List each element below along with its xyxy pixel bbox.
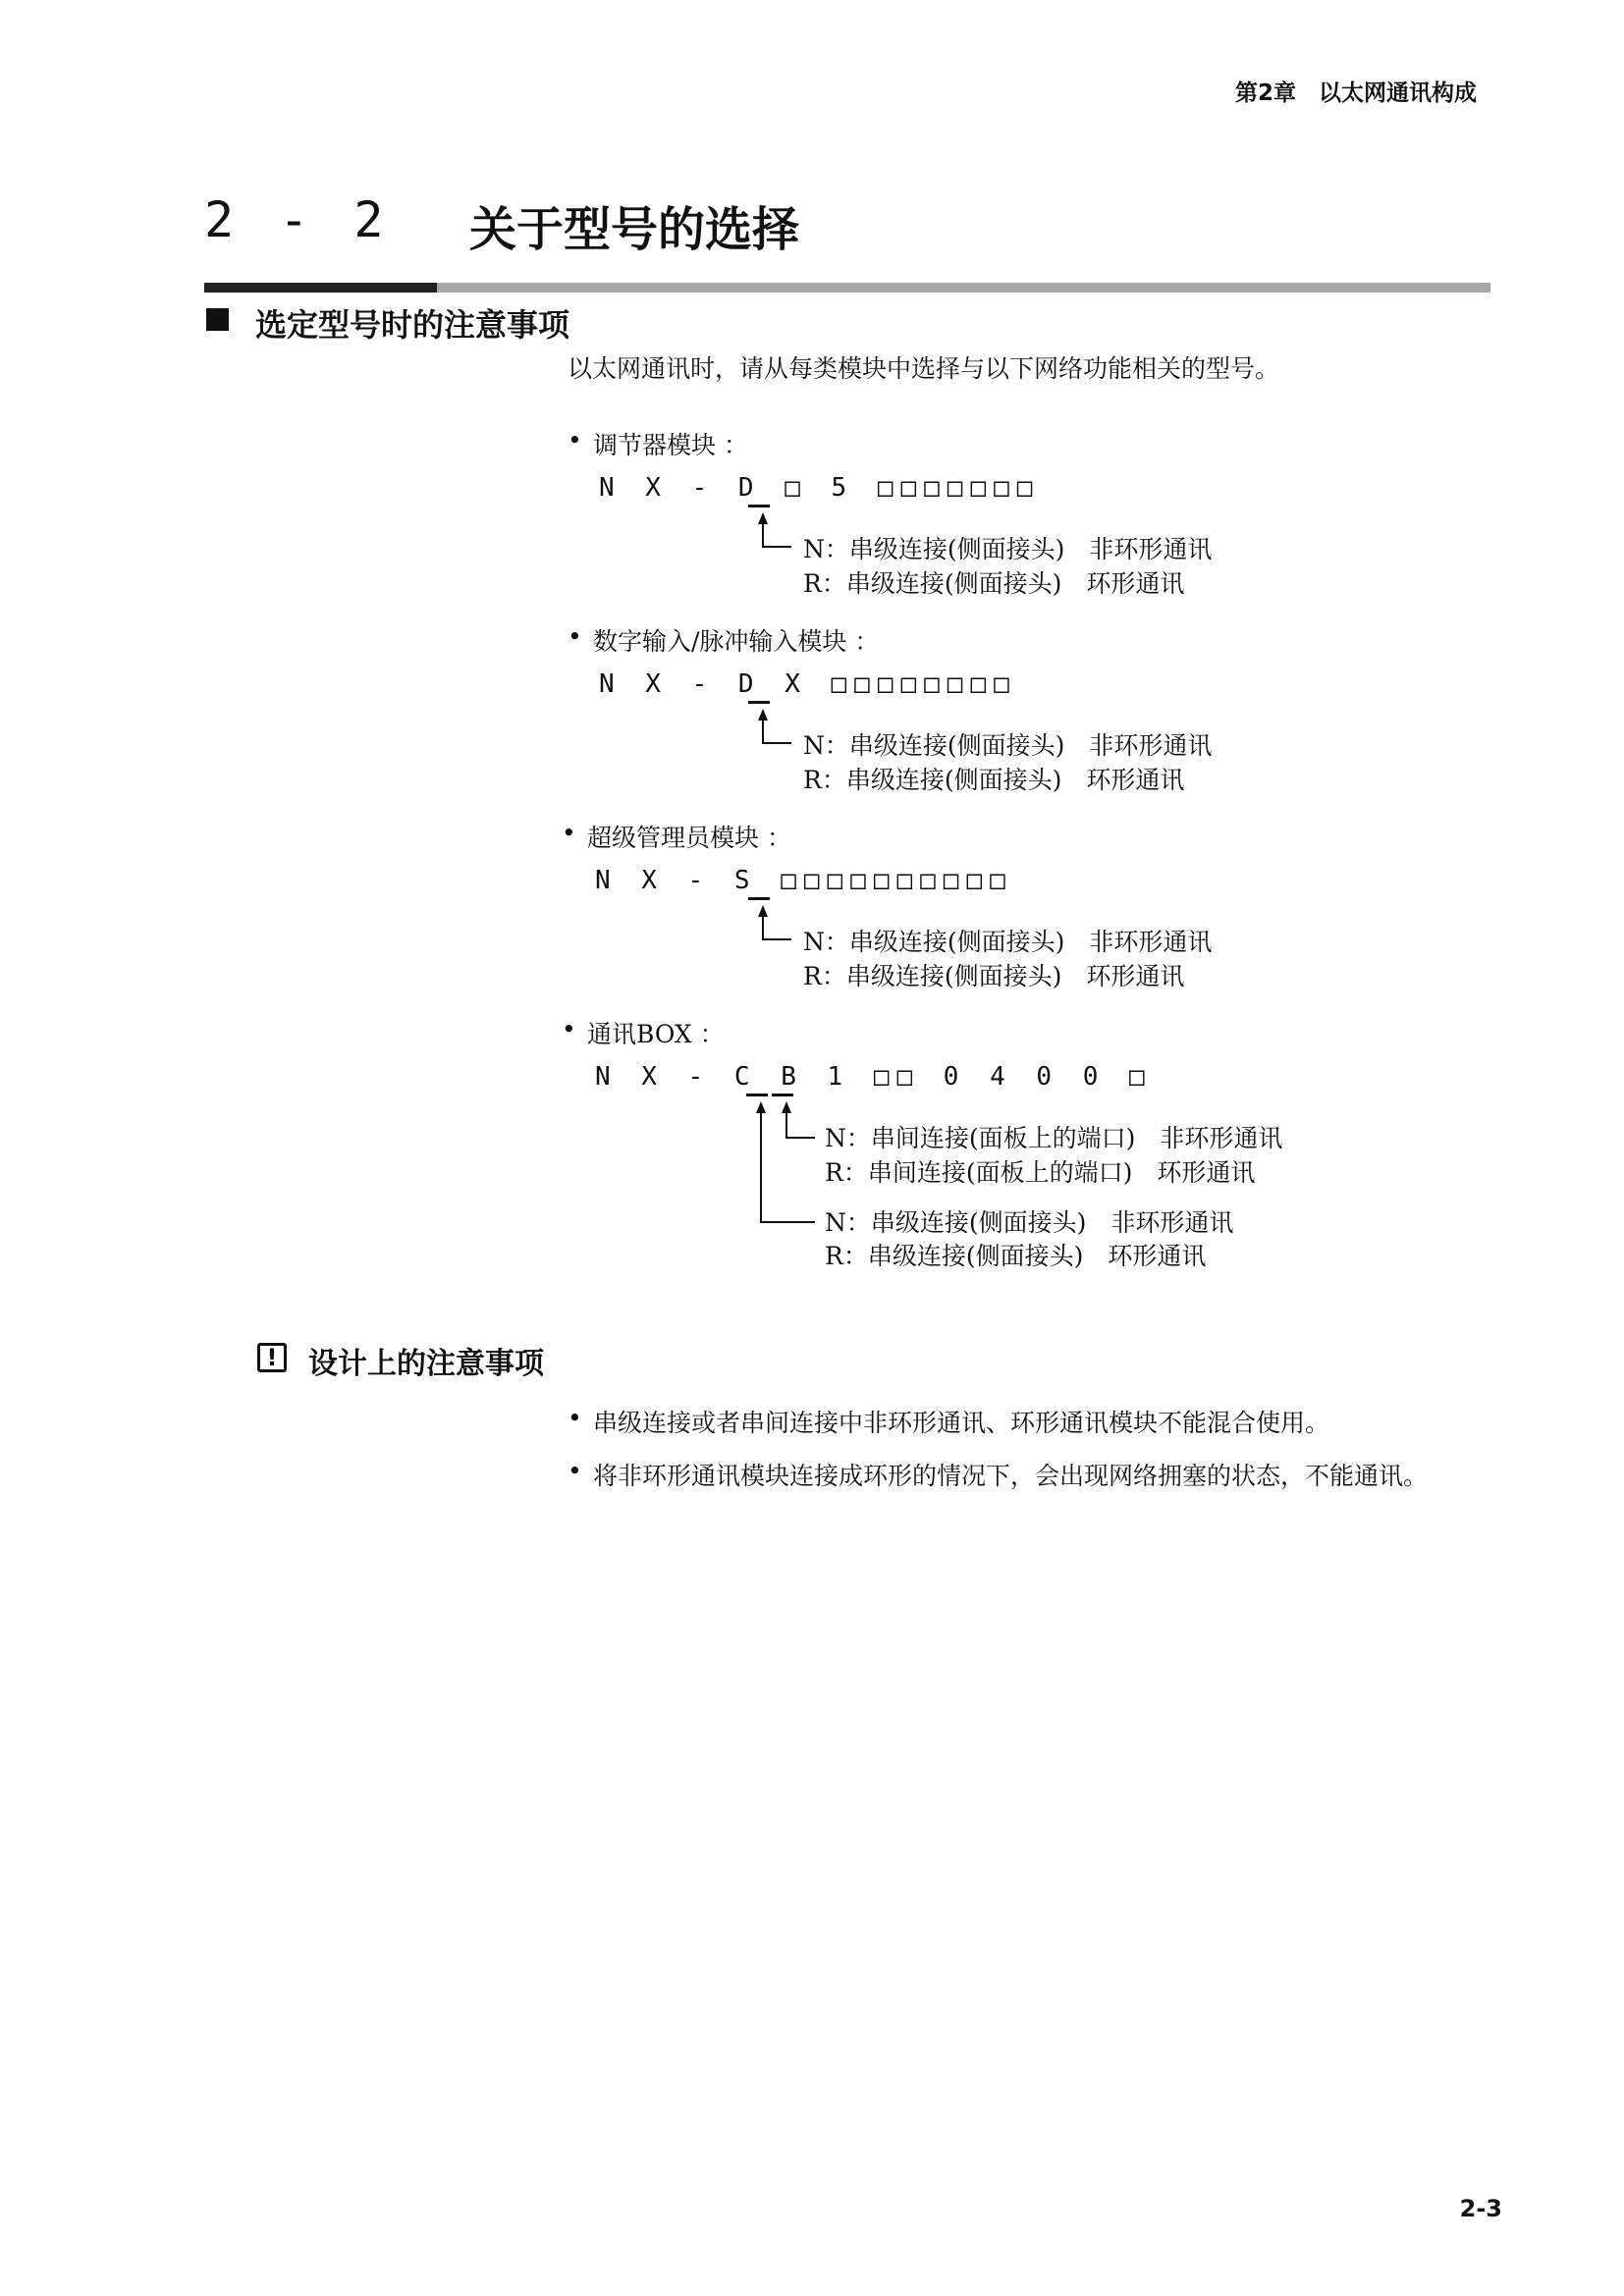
bullet-icon: •	[562, 1015, 576, 1043]
module-label: 超级管理员模块 ：	[587, 824, 791, 852]
bullet-icon: •	[568, 1457, 582, 1485]
module-label: 调节器模块 ：	[593, 431, 748, 459]
leader-line	[762, 742, 791, 744]
chapter-header: 第2章 以太网通讯构成	[1234, 80, 1477, 106]
bullet-icon: •	[568, 1404, 582, 1432]
intro-text: 以太网通讯时，请从每类模块中选择与以下网络功能相关的型号。	[568, 354, 1280, 383]
digit-underline	[748, 897, 770, 900]
design-notes-title: 设计上的注意事项	[308, 1347, 544, 1381]
option-text: N：串级连接(侧面接头) 非环形通讯	[803, 731, 1213, 760]
section-rule	[204, 283, 1490, 293]
option-text: N：串级连接(侧面接头) 非环形通讯	[803, 535, 1213, 563]
page-number: 2-3	[1459, 2195, 1502, 2222]
option-text: R：串级连接(侧面接头) 环形通讯	[803, 962, 1185, 990]
module-label: 数字输入/脉冲输入模块 ：	[593, 627, 880, 656]
digit-underline	[746, 1094, 768, 1096]
option-text: N：串间连接(面板上的端口) 非环形通讯	[825, 1124, 1283, 1152]
leader-line	[785, 1111, 787, 1139]
option-text: R：串级连接(侧面接头) 环形通讯	[803, 766, 1185, 794]
section-number: 2 - 2	[204, 191, 392, 248]
leader-line	[762, 719, 764, 744]
digit-underline	[748, 505, 770, 507]
module-label: 通讯BOX ：	[587, 1020, 725, 1048]
option-text: R：串级连接(侧面接头) 环形通讯	[825, 1242, 1207, 1270]
design-note-item: 串级连接或者串间连接中非环形通讯、环形通讯模块不能混合使用。	[593, 1409, 1330, 1437]
leader-line	[762, 915, 764, 940]
option-text: R：串间连接(面板上的端口) 环形通讯	[825, 1158, 1256, 1187]
leader-line	[762, 522, 764, 548]
subsection-title: 选定型号时的注意事项	[255, 306, 570, 344]
section-rule-accent	[204, 283, 437, 293]
bullet-icon: •	[568, 622, 582, 651]
option-text: R：串级连接(侧面接头) 环形通讯	[803, 569, 1185, 598]
section-title: 关于型号的选择	[469, 202, 800, 257]
leader-line	[760, 1111, 762, 1223]
model-code: N X - C B 1 □□ 0 4 0 0 □	[595, 1062, 1153, 1092]
warning-icon: !	[257, 1343, 287, 1372]
model-code: N X - D X □□□□□□□□	[599, 669, 1017, 699]
model-code: N X - S □□□□□□□□□□	[595, 866, 1013, 895]
digit-underline	[772, 1094, 793, 1096]
bullet-icon: •	[562, 819, 576, 847]
option-text: N：串级连接(侧面接头) 非环形通讯	[825, 1208, 1234, 1237]
bullet-icon: •	[568, 426, 582, 454]
leader-line	[760, 1221, 815, 1223]
leader-line	[762, 546, 791, 548]
leader-line	[762, 938, 791, 940]
design-note-item: 将非环形通讯模块连接成环形的情况下，会出现网络拥塞的状态，不能通讯。	[593, 1462, 1429, 1490]
square-bullet-icon	[206, 308, 229, 331]
option-text: N：串级连接(侧面接头) 非环形通讯	[803, 928, 1213, 956]
digit-underline	[748, 701, 770, 704]
model-code: N X - D □ 5 □□□□□□□	[599, 473, 1041, 503]
leader-line	[785, 1137, 815, 1139]
